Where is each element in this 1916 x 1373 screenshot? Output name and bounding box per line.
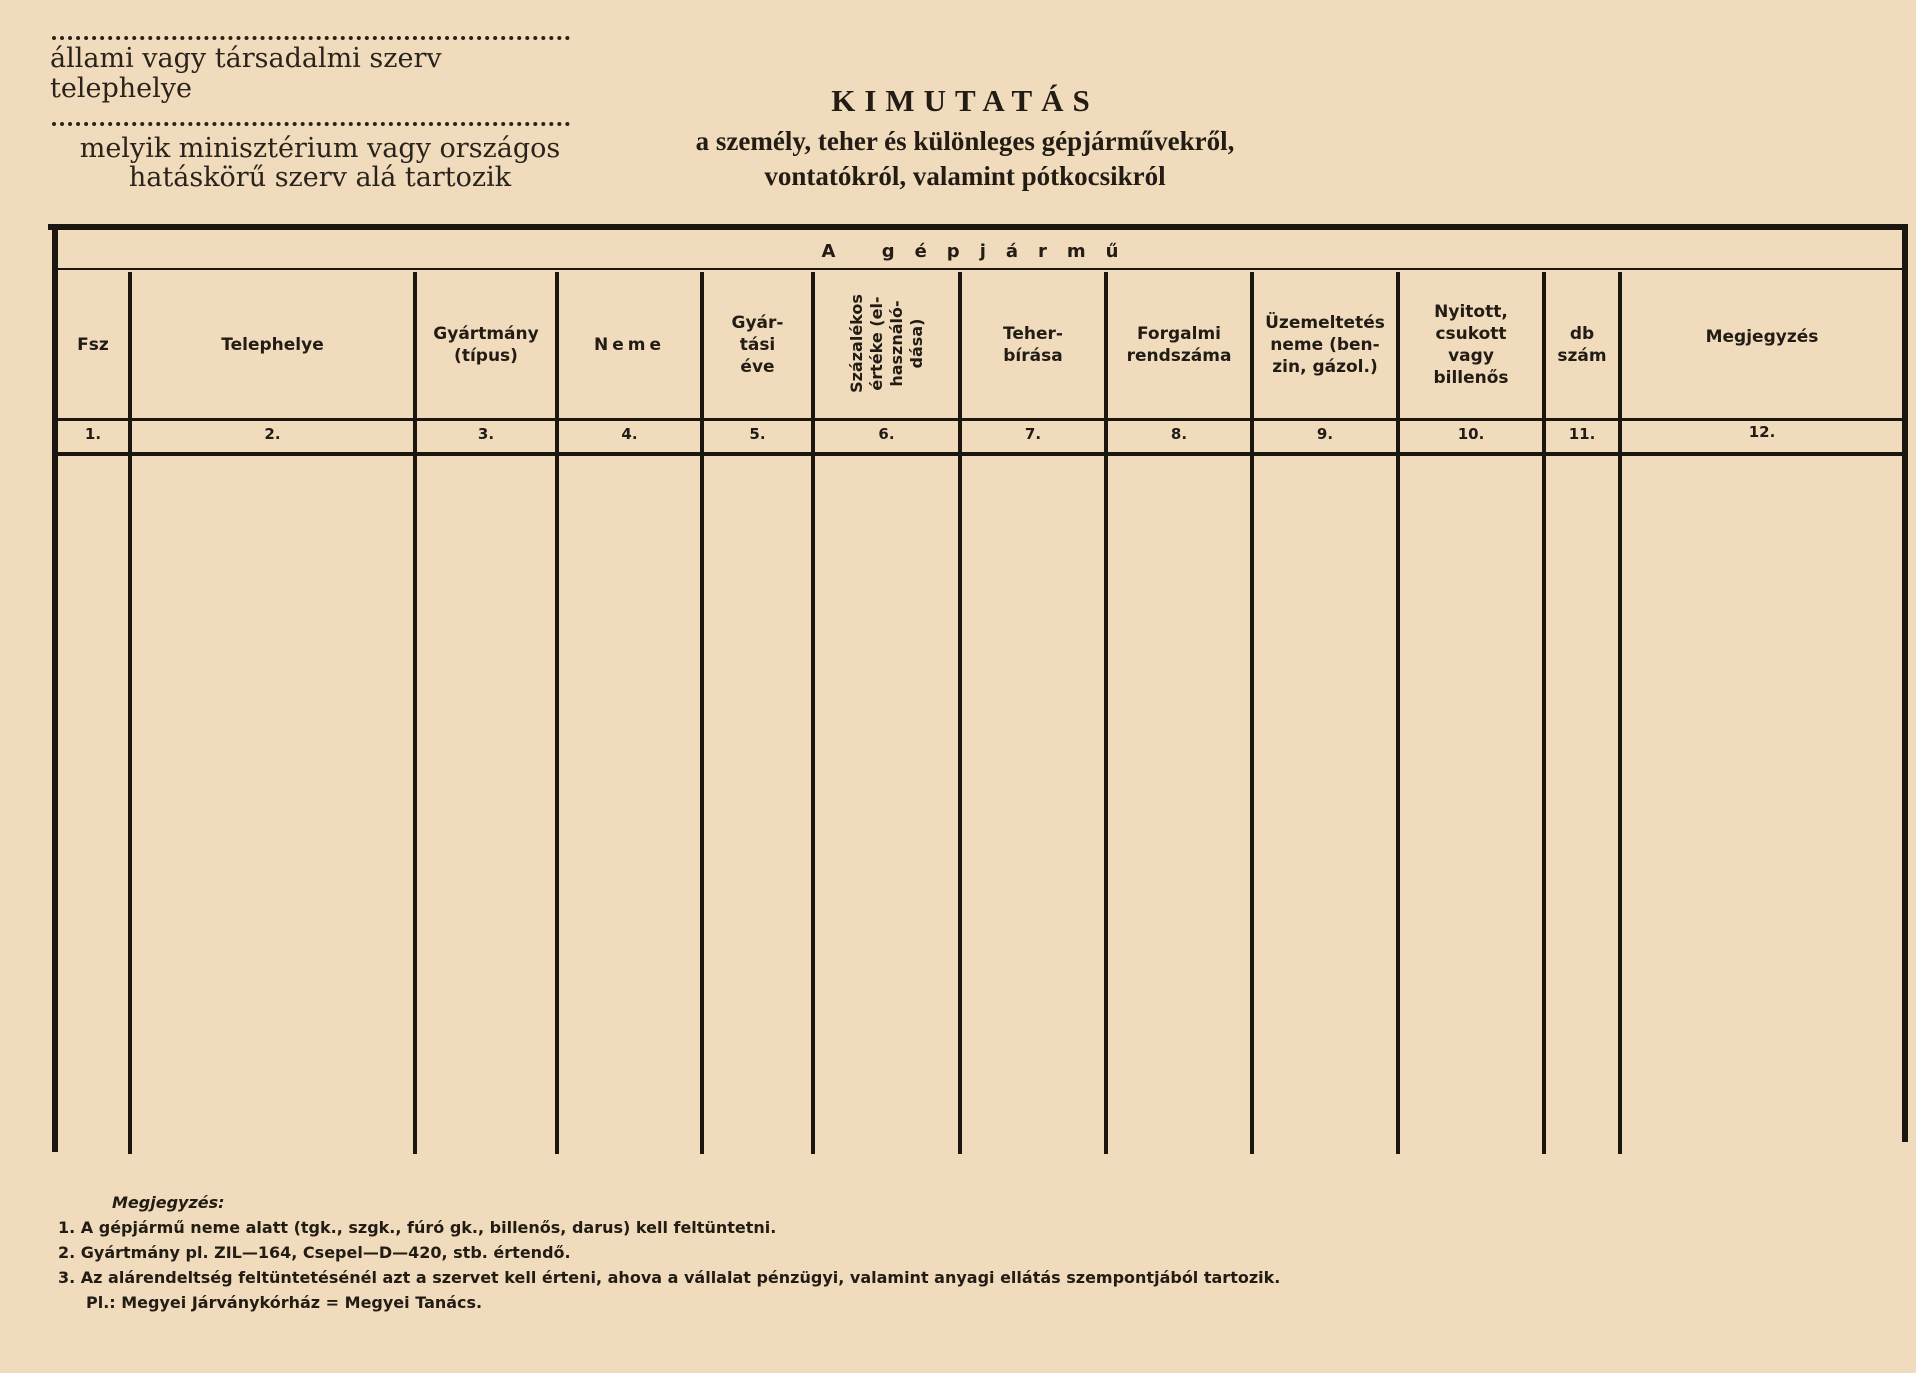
column-number: 1. xyxy=(84,425,102,443)
column-header-gyartasi-eve: Gyár-tási éve xyxy=(731,313,784,377)
column-number: 5. xyxy=(749,425,766,443)
page-subtitle-line2: vontatókról, valamint pótkocsikról xyxy=(764,161,1166,191)
organization-site-label: állami vagy társadalmi szerv telephelye xyxy=(50,43,442,104)
dotted-line-top xyxy=(52,36,570,40)
number-row-bottom-line xyxy=(58,452,1908,456)
notes-section xyxy=(58,1190,1758,1315)
column-number: 2. xyxy=(264,425,281,443)
column-header-nyitott-csukott: Nyitott, csukott vagy billenős xyxy=(1433,302,1509,388)
group-header-vehicle: A gépjármű xyxy=(821,241,1139,262)
column-number: 8. xyxy=(1170,425,1188,443)
column-number: 12. xyxy=(1748,423,1776,441)
note-item: Pl.: Megyei Járványkórház = Megyei Tanács. xyxy=(86,1293,483,1312)
header-bottom-line xyxy=(58,418,1908,421)
page-title: KIMUTATÁS xyxy=(831,83,1099,118)
group-header-bottom-line xyxy=(58,268,1908,270)
column-divider xyxy=(1618,272,1622,1154)
column-number: 6. xyxy=(878,425,895,443)
note-item: 3. Az alárendeltség feltüntetésénél azt a szervet kell érteni, ahova a vállalat pénzügyi, valamint anyagi ellátás szempontjából tartozik. xyxy=(58,1268,1281,1287)
column-number: 7. xyxy=(1024,425,1042,443)
column-header-szazalekos-erteke: Százalékos értéke (el-használó-dása) xyxy=(846,294,926,393)
column-number: 10. xyxy=(1457,425,1485,443)
ministry-label-line2: hatáskörű szerv alá tartozik xyxy=(128,162,512,193)
column-number: 11. xyxy=(1568,425,1596,443)
table-right-border xyxy=(1902,228,1908,1142)
column-header-db-szam: db szám xyxy=(1557,324,1607,366)
page-subtitle-line1: a személy, teher és különleges gépjárművekről, xyxy=(695,126,1235,156)
column-header-fsz: Fsz xyxy=(77,335,109,355)
column-header-gyartmany: Gyártmány (típus) xyxy=(433,324,539,366)
notes-heading: Megjegyzés: xyxy=(112,1193,225,1212)
ministry-label-line1: melyik minisztérium vagy országos xyxy=(79,133,561,164)
table-top-border xyxy=(48,224,1908,230)
note-item: 2. Gyártmány pl. ZIL—164, Csepel—D—420, stb. értendő. xyxy=(58,1243,571,1262)
column-header-uzemeltetes-neme: Üzemeltetés neme (ben-zin, gázol.) xyxy=(1265,313,1385,377)
dotted-line-middle xyxy=(52,122,570,126)
column-header-forgalmi-rendszama: Forgalmi rendszáma xyxy=(1126,324,1232,366)
column-header-teherbirasa: Teher-bírása xyxy=(1003,324,1063,366)
column-header-telephelye: Telephelye xyxy=(221,335,324,355)
column-header-neme: Neme xyxy=(593,335,665,355)
column-number: 3. xyxy=(477,425,495,443)
column-header-megjegyzes: Megjegyzés xyxy=(1705,327,1819,347)
note-item: 1. A gépjármű neme alatt (tgk., szgk., fúró gk., billenős, darus) kell feltüntetni. xyxy=(58,1218,777,1237)
column-number: 4. xyxy=(621,425,638,443)
column-number: 9. xyxy=(1316,425,1334,443)
